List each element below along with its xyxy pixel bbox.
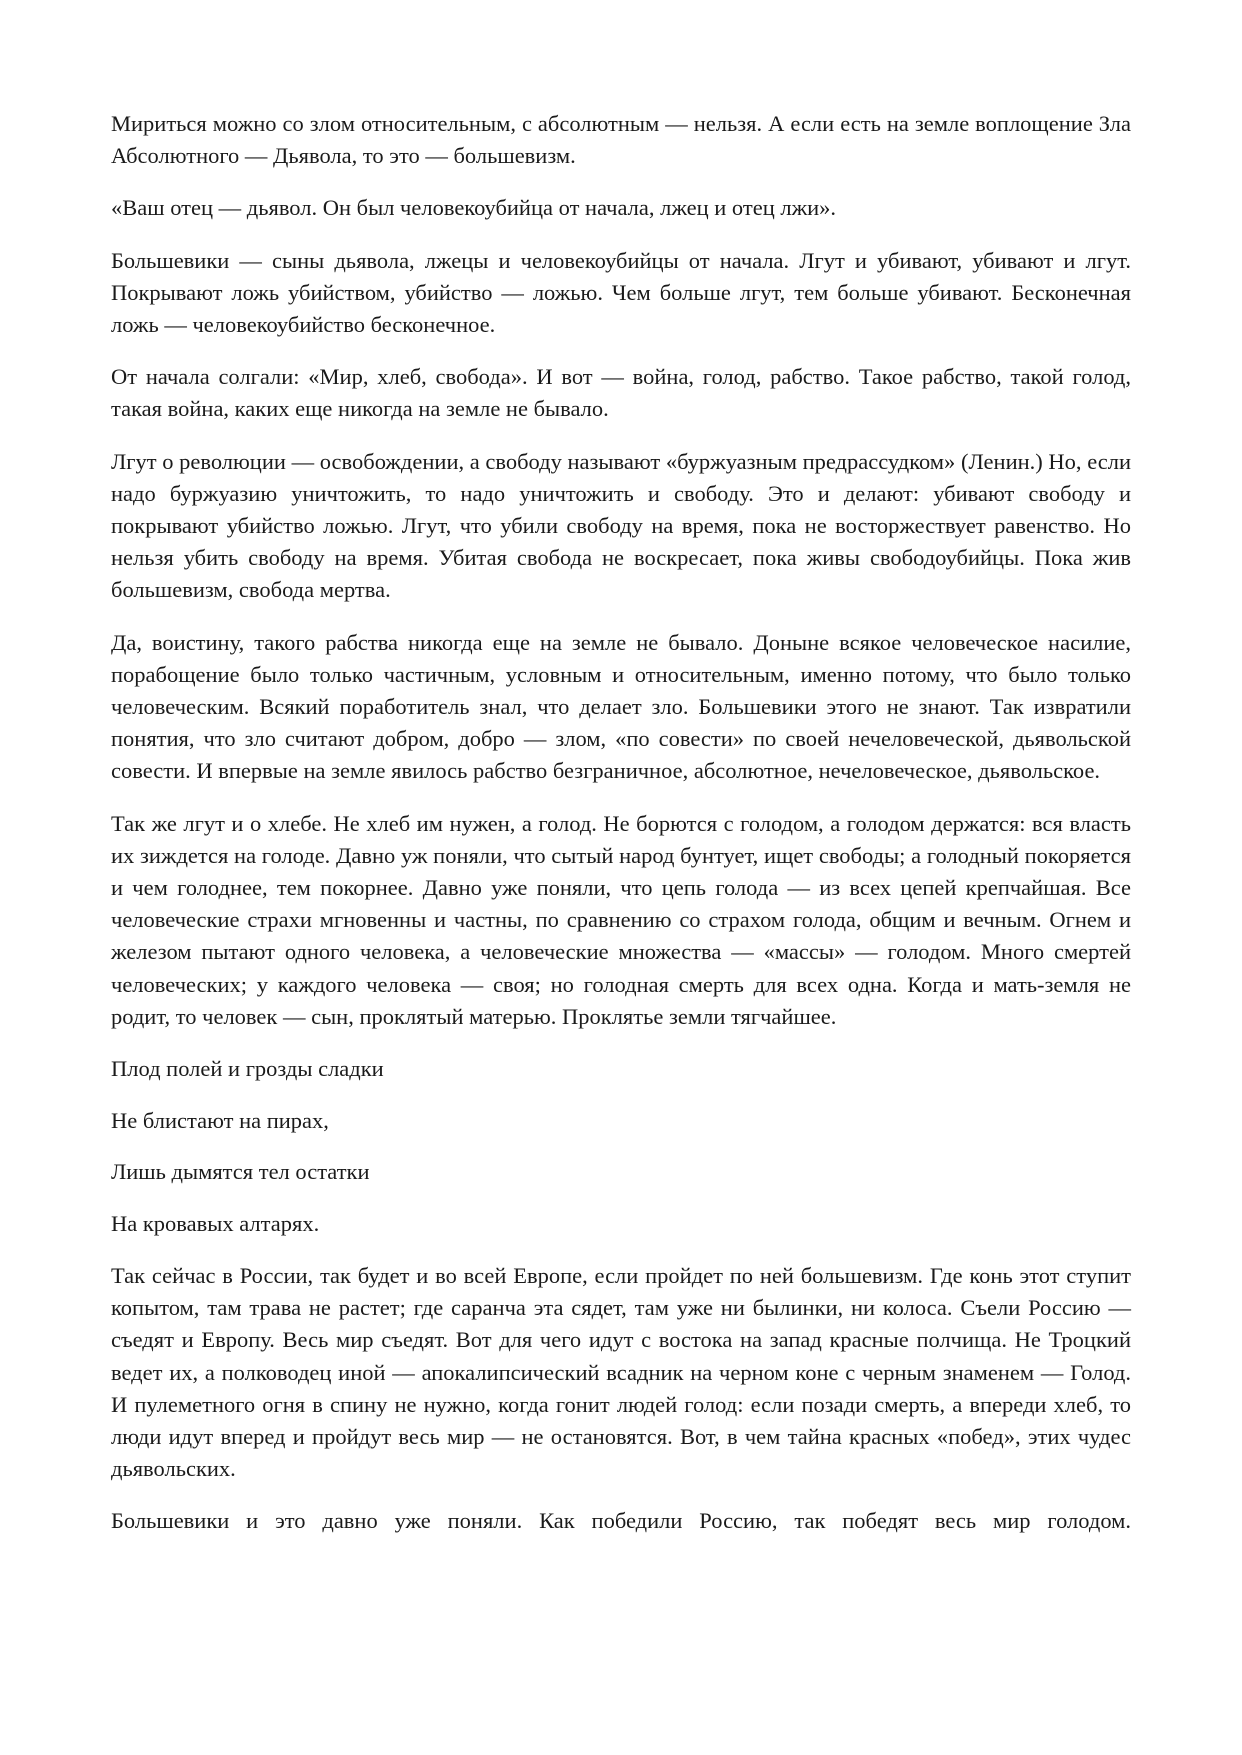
paragraph: Большевики — сыны дьявола, лжецы и человекоубийцы от начала. Лгут и убивают, убивают и лгут. Покрывают ложь убийством, убийство — ложью. Чем больше лгут, тем больше убивают. Бесконечная ложь — человекоубийство бесконечное. — [111, 247, 1131, 338]
paragraph: Да, воистину, такого рабства никогда еще на земле не бывало. Доныне всякое человеческое насилие, порабощение было только частичным, условным и относительным, именно потому, что было только человеческим. Всякий поработитель знал, что делает зло. Большевики этого не знают. Так извратили понятия, что зло считают добром, добро — злом, «по совести» по своей нечеловеческой, дьявольской совести. И впервые на земле явилось рабство безграничное, абсолютное, нечеловеческое, дьявольское. — [111, 629, 1131, 784]
document-body — [111, 108, 1131, 1538]
paragraph: Так сейчас в России, так будет и во всей Европе, если пройдет по ней большевизм. Где конь этот ступит копытом, там трава не растет; где саранча эта сядет, там уже ни былинки, ни колоса. Съели Россию — съедят и Европу. Весь мир съедят. Вот для чего идут с востока на запад красные полчища. Не Троцкий ведет их, а полководец иной — апокалипсический всадник на черном коне с черным знаменем — Голод. И пулеметного огня в спину не нужно, когда гонит людей голод: если позади смерть, а впереди хлеб, то люди идут вперед и пройдут весь мир — не остановятся. Вот, в чем тайна красных «побед», этих чудес дьявольских. — [111, 1262, 1131, 1482]
verse-line: Не блистают на пирах, — [111, 1107, 329, 1133]
paragraph: «Ваш отец — дьявол. Он был человекоубийца от начала, лжец и отец лжи». — [111, 195, 837, 221]
paragraph: Мириться можно со злом относительным, с абсолютным — нельзя. А если есть на земле воплощение Зла Абсолютного — Дьявола, то это — большевизм. — [111, 111, 1131, 169]
paragraph-truncated: Большевики и это давно уже поняли. Как победили Россию, так победят весь мир голодом. — [111, 1508, 1131, 1534]
verse-line: Лишь дымятся тел остатки — [111, 1159, 370, 1185]
paragraph: Лгут о революции — освобождении, а свободу называют «буржуазным предрассудком» (Ленин.) Но, если надо буржуазию уничтожить, то надо уничтожить и свободу. Это и делают: убивают свободу и покрывают убийство ложью. Лгут, что убили свободу на время, пока не восторжествует равенство. Но нельзя убить свободу на время. Убитая свобода не воскресает, пока живы свободоубийцы. Пока жив большевизм, свобода мертва. — [111, 448, 1131, 603]
verse-line: Плод полей и грозды сладки — [111, 1056, 384, 1082]
paragraph: От начала солгали: «Мир, хлеб, свобода». И вот — война, голод, рабство. Такое рабство, такой голод, такая война, каких еще никогда на земле не бывало. — [111, 364, 1131, 422]
paragraph: Так же лгут и о хлебе. Не хлеб им нужен, а голод. Не борются с голодом, а голодом держатся: вся власть их зиждется на голоде. Давно уж поняли, что сытый народ бунтует, ищет свободы; а голодный покоряется и чем голоднее, тем покорнее. Давно уже поняли, что цепь голода — из всех цепей крепчайшая. Все человеческие страхи мгновенны и частны, по сравнению со страхом голода, общим и вечным. Огнем и железом пытают одного человека, а человеческие множества — «массы» — голодом. Много смертей человеческих; у каждого человека — своя; но голодная смерть для всех одна. Когда и мать-земля не родит, то человек — сын, проклятый матерью. Проклятье земли тягчайшее. — [111, 810, 1131, 1029]
verse-line: На кровавых алтарях. — [111, 1211, 320, 1237]
